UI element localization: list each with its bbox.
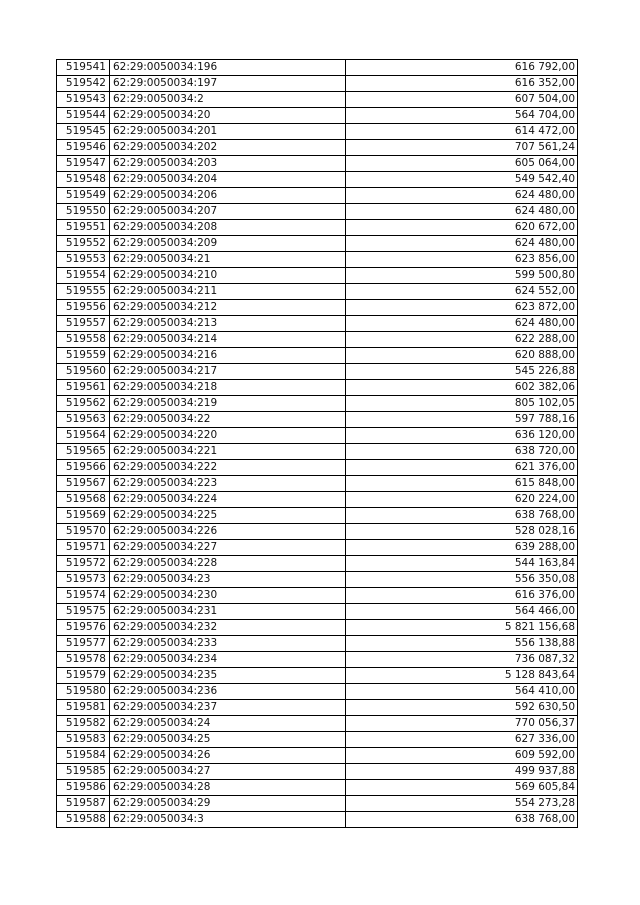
table-row <box>57 172 578 188</box>
cadastral-number-cell: 62:29:0050034:20 <box>110 108 346 124</box>
cadastral-number-cell: 62:29:0050034:237 <box>110 700 346 716</box>
cadastral-number-cell: 62:29:0050034:209 <box>110 236 346 252</box>
cadastral-number-cell: 62:29:0050034:23 <box>110 572 346 588</box>
cadastral-value-cell: 623 872,00 <box>346 300 578 316</box>
cadastral-value-cell: 569 605,84 <box>346 780 578 796</box>
row-number-cell: 519567 <box>57 476 110 492</box>
cadastral-value-cell: 622 288,00 <box>346 332 578 348</box>
row-number-cell: 519577 <box>57 636 110 652</box>
cadastral-number-cell: 62:29:0050034:231 <box>110 604 346 620</box>
table-row <box>57 556 578 572</box>
cadastral-number-cell: 62:29:0050034:3 <box>110 812 346 828</box>
cadastral-value-cell: 736 087,32 <box>346 652 578 668</box>
row-number-cell: 519576 <box>57 620 110 636</box>
table-row <box>57 316 578 332</box>
table-row <box>57 540 578 556</box>
cadastral-value-cell: 602 382,06 <box>346 380 578 396</box>
row-number-cell: 519551 <box>57 220 110 236</box>
table-row <box>57 524 578 540</box>
table-row <box>57 492 578 508</box>
row-number-cell: 519568 <box>57 492 110 508</box>
cadastral-number-cell: 62:29:0050034:204 <box>110 172 346 188</box>
cadastral-value-cell: 638 768,00 <box>346 508 578 524</box>
cadastral-number-cell: 62:29:0050034:235 <box>110 668 346 684</box>
row-number-cell: 519542 <box>57 76 110 92</box>
row-number-cell: 519569 <box>57 508 110 524</box>
cadastral-number-cell: 62:29:0050034:230 <box>110 588 346 604</box>
table-row <box>57 236 578 252</box>
cadastral-value-cell: 638 768,00 <box>346 812 578 828</box>
table-row <box>57 108 578 124</box>
row-number-cell: 519578 <box>57 652 110 668</box>
cadastral-value-cell: 549 542,40 <box>346 172 578 188</box>
row-number-cell: 519565 <box>57 444 110 460</box>
table-row <box>57 604 578 620</box>
row-number-cell: 519573 <box>57 572 110 588</box>
table-row <box>57 508 578 524</box>
row-number-cell: 519587 <box>57 796 110 812</box>
table-row <box>57 716 578 732</box>
table-row <box>57 652 578 668</box>
cadastral-number-cell: 62:29:0050034:219 <box>110 396 346 412</box>
table-row <box>57 428 578 444</box>
cadastral-value-cell: 528 028,16 <box>346 524 578 540</box>
cadastral-number-cell: 62:29:0050034:227 <box>110 540 346 556</box>
row-number-cell: 519575 <box>57 604 110 620</box>
cadastral-value-cell: 5 821 156,68 <box>346 620 578 636</box>
table-row <box>57 140 578 156</box>
table-row <box>57 588 578 604</box>
row-number-cell: 519566 <box>57 460 110 476</box>
cadastral-value-cell: 5 128 843,64 <box>346 668 578 684</box>
row-number-cell: 519545 <box>57 124 110 140</box>
cadastral-value-cell: 616 376,00 <box>346 588 578 604</box>
table-row <box>57 780 578 796</box>
table-row <box>57 284 578 300</box>
table-row <box>57 156 578 172</box>
cadastral-value-cell: 638 720,00 <box>346 444 578 460</box>
cadastral-value-cell: 609 592,00 <box>346 748 578 764</box>
cadastral-number-cell: 62:29:0050034:233 <box>110 636 346 652</box>
row-number-cell: 519563 <box>57 412 110 428</box>
cadastral-number-cell: 62:29:0050034:202 <box>110 140 346 156</box>
cadastral-value-cell: 620 224,00 <box>346 492 578 508</box>
row-number-cell: 519584 <box>57 748 110 764</box>
cadastral-value-cell: 564 410,00 <box>346 684 578 700</box>
table-row <box>57 460 578 476</box>
cadastral-number-cell: 62:29:0050034:196 <box>110 60 346 76</box>
row-number-cell: 519561 <box>57 380 110 396</box>
cadastral-value-cell: 614 472,00 <box>346 124 578 140</box>
cadastral-number-cell: 62:29:0050034:26 <box>110 748 346 764</box>
cadastral-number-cell: 62:29:0050034:213 <box>110 316 346 332</box>
cadastral-number-cell: 62:29:0050034:29 <box>110 796 346 812</box>
row-number-cell: 519582 <box>57 716 110 732</box>
cadastral-number-cell: 62:29:0050034:222 <box>110 460 346 476</box>
table-row <box>57 684 578 700</box>
cadastral-value-cell: 624 480,00 <box>346 204 578 220</box>
cadastral-number-cell: 62:29:0050034:214 <box>110 332 346 348</box>
cadastral-value-cell: 607 504,00 <box>346 92 578 108</box>
row-number-cell: 519571 <box>57 540 110 556</box>
cadastral-value-cell: 707 561,24 <box>346 140 578 156</box>
cadastral-value-cell: 499 937,88 <box>346 764 578 780</box>
table-row <box>57 444 578 460</box>
row-number-cell: 519562 <box>57 396 110 412</box>
table-row <box>57 220 578 236</box>
cadastral-value-cell: 605 064,00 <box>346 156 578 172</box>
cadastral-value-cell: 624 480,00 <box>346 316 578 332</box>
row-number-cell: 519543 <box>57 92 110 108</box>
cadastral-number-cell: 62:29:0050034:201 <box>110 124 346 140</box>
row-number-cell: 519580 <box>57 684 110 700</box>
cadastral-number-cell: 62:29:0050034:225 <box>110 508 346 524</box>
row-number-cell: 519556 <box>57 300 110 316</box>
cadastral-number-cell: 62:29:0050034:217 <box>110 364 346 380</box>
table-row <box>57 796 578 812</box>
table-row <box>57 572 578 588</box>
cadastral-value-cell: 639 288,00 <box>346 540 578 556</box>
table-row <box>57 332 578 348</box>
table-row <box>57 188 578 204</box>
table-row <box>57 748 578 764</box>
row-number-cell: 519553 <box>57 252 110 268</box>
table-row <box>57 252 578 268</box>
table-row <box>57 700 578 716</box>
table-row <box>57 412 578 428</box>
cadastral-number-cell: 62:29:0050034:232 <box>110 620 346 636</box>
row-number-cell: 519581 <box>57 700 110 716</box>
cadastral-value-cell: 599 500,80 <box>346 268 578 284</box>
cadastral-number-cell: 62:29:0050034:226 <box>110 524 346 540</box>
cadastral-value-cell: 636 120,00 <box>346 428 578 444</box>
cadastral-number-cell: 62:29:0050034:210 <box>110 268 346 284</box>
row-number-cell: 519585 <box>57 764 110 780</box>
cadastral-value-cell: 556 138,88 <box>346 636 578 652</box>
cadastral-number-cell: 62:29:0050034:2 <box>110 92 346 108</box>
row-number-cell: 519552 <box>57 236 110 252</box>
cadastral-value-cell: 592 630,50 <box>346 700 578 716</box>
row-number-cell: 519560 <box>57 364 110 380</box>
table-row <box>57 124 578 140</box>
table-row <box>57 668 578 684</box>
cadastral-number-cell: 62:29:0050034:211 <box>110 284 346 300</box>
cadastral-number-cell: 62:29:0050034:207 <box>110 204 346 220</box>
cadastral-number-cell: 62:29:0050034:218 <box>110 380 346 396</box>
row-number-cell: 519550 <box>57 204 110 220</box>
row-number-cell: 519586 <box>57 780 110 796</box>
table-row <box>57 92 578 108</box>
cadastral-number-cell: 62:29:0050034:24 <box>110 716 346 732</box>
cadastral-value-cell: 620 888,00 <box>346 348 578 364</box>
cadastral-value-cell: 624 480,00 <box>346 188 578 204</box>
row-number-cell: 519546 <box>57 140 110 156</box>
cadastral-value-cell: 805 102,05 <box>346 396 578 412</box>
cadastral-value-cell: 615 848,00 <box>346 476 578 492</box>
cadastral-value-cell: 624 552,00 <box>346 284 578 300</box>
row-number-cell: 519574 <box>57 588 110 604</box>
table-row <box>57 60 578 76</box>
row-number-cell: 519570 <box>57 524 110 540</box>
cadastral-number-cell: 62:29:0050034:236 <box>110 684 346 700</box>
cadastral-value-cell: 544 163,84 <box>346 556 578 572</box>
cadastral-value-cell: 621 376,00 <box>346 460 578 476</box>
table-row <box>57 476 578 492</box>
cadastral-value-cell: 556 350,08 <box>346 572 578 588</box>
table-row <box>57 620 578 636</box>
row-number-cell: 519572 <box>57 556 110 572</box>
row-number-cell: 519554 <box>57 268 110 284</box>
cadastral-value-cell: 770 056,37 <box>346 716 578 732</box>
cadastral-number-cell: 62:29:0050034:221 <box>110 444 346 460</box>
row-number-cell: 519558 <box>57 332 110 348</box>
cadastral-number-cell: 62:29:0050034:220 <box>110 428 346 444</box>
table-body <box>57 60 578 828</box>
cadastral-number-cell: 62:29:0050034:234 <box>110 652 346 668</box>
row-number-cell: 519559 <box>57 348 110 364</box>
cadastral-number-cell: 62:29:0050034:28 <box>110 780 346 796</box>
row-number-cell: 519541 <box>57 60 110 76</box>
row-number-cell: 519579 <box>57 668 110 684</box>
cadastral-value-cell: 616 792,00 <box>346 60 578 76</box>
cadastral-value-cell: 624 480,00 <box>346 236 578 252</box>
table-row <box>57 380 578 396</box>
table-row <box>57 364 578 380</box>
cadastral-number-cell: 62:29:0050034:208 <box>110 220 346 236</box>
cadastral-number-cell: 62:29:0050034:216 <box>110 348 346 364</box>
cadastral-value-table <box>56 59 578 828</box>
table-row <box>57 76 578 92</box>
table-row <box>57 812 578 828</box>
cadastral-value-cell: 616 352,00 <box>346 76 578 92</box>
cadastral-number-cell: 62:29:0050034:21 <box>110 252 346 268</box>
cadastral-number-cell: 62:29:0050034:203 <box>110 156 346 172</box>
row-number-cell: 519557 <box>57 316 110 332</box>
table-row <box>57 396 578 412</box>
cadastral-value-cell: 564 466,00 <box>346 604 578 620</box>
cadastral-value-cell: 597 788,16 <box>346 412 578 428</box>
cadastral-number-cell: 62:29:0050034:22 <box>110 412 346 428</box>
cadastral-number-cell: 62:29:0050034:25 <box>110 732 346 748</box>
cadastral-value-cell: 564 704,00 <box>346 108 578 124</box>
row-number-cell: 519564 <box>57 428 110 444</box>
table-row <box>57 348 578 364</box>
table-row <box>57 732 578 748</box>
cadastral-value-cell: 627 336,00 <box>346 732 578 748</box>
table-row <box>57 268 578 284</box>
cadastral-number-cell: 62:29:0050034:224 <box>110 492 346 508</box>
cadastral-number-cell: 62:29:0050034:212 <box>110 300 346 316</box>
row-number-cell: 519548 <box>57 172 110 188</box>
row-number-cell: 519583 <box>57 732 110 748</box>
cadastral-value-cell: 545 226,88 <box>346 364 578 380</box>
cadastral-number-cell: 62:29:0050034:228 <box>110 556 346 572</box>
cadastral-value-cell: 554 273,28 <box>346 796 578 812</box>
cadastral-number-cell: 62:29:0050034:197 <box>110 76 346 92</box>
table-row <box>57 636 578 652</box>
cadastral-value-cell: 623 856,00 <box>346 252 578 268</box>
row-number-cell: 519555 <box>57 284 110 300</box>
table-row <box>57 204 578 220</box>
row-number-cell: 519544 <box>57 108 110 124</box>
cadastral-number-cell: 62:29:0050034:206 <box>110 188 346 204</box>
table-row <box>57 764 578 780</box>
cadastral-number-cell: 62:29:0050034:27 <box>110 764 346 780</box>
row-number-cell: 519588 <box>57 812 110 828</box>
row-number-cell: 519547 <box>57 156 110 172</box>
row-number-cell: 519549 <box>57 188 110 204</box>
cadastral-value-cell: 620 672,00 <box>346 220 578 236</box>
cadastral-number-cell: 62:29:0050034:223 <box>110 476 346 492</box>
table-row <box>57 300 578 316</box>
